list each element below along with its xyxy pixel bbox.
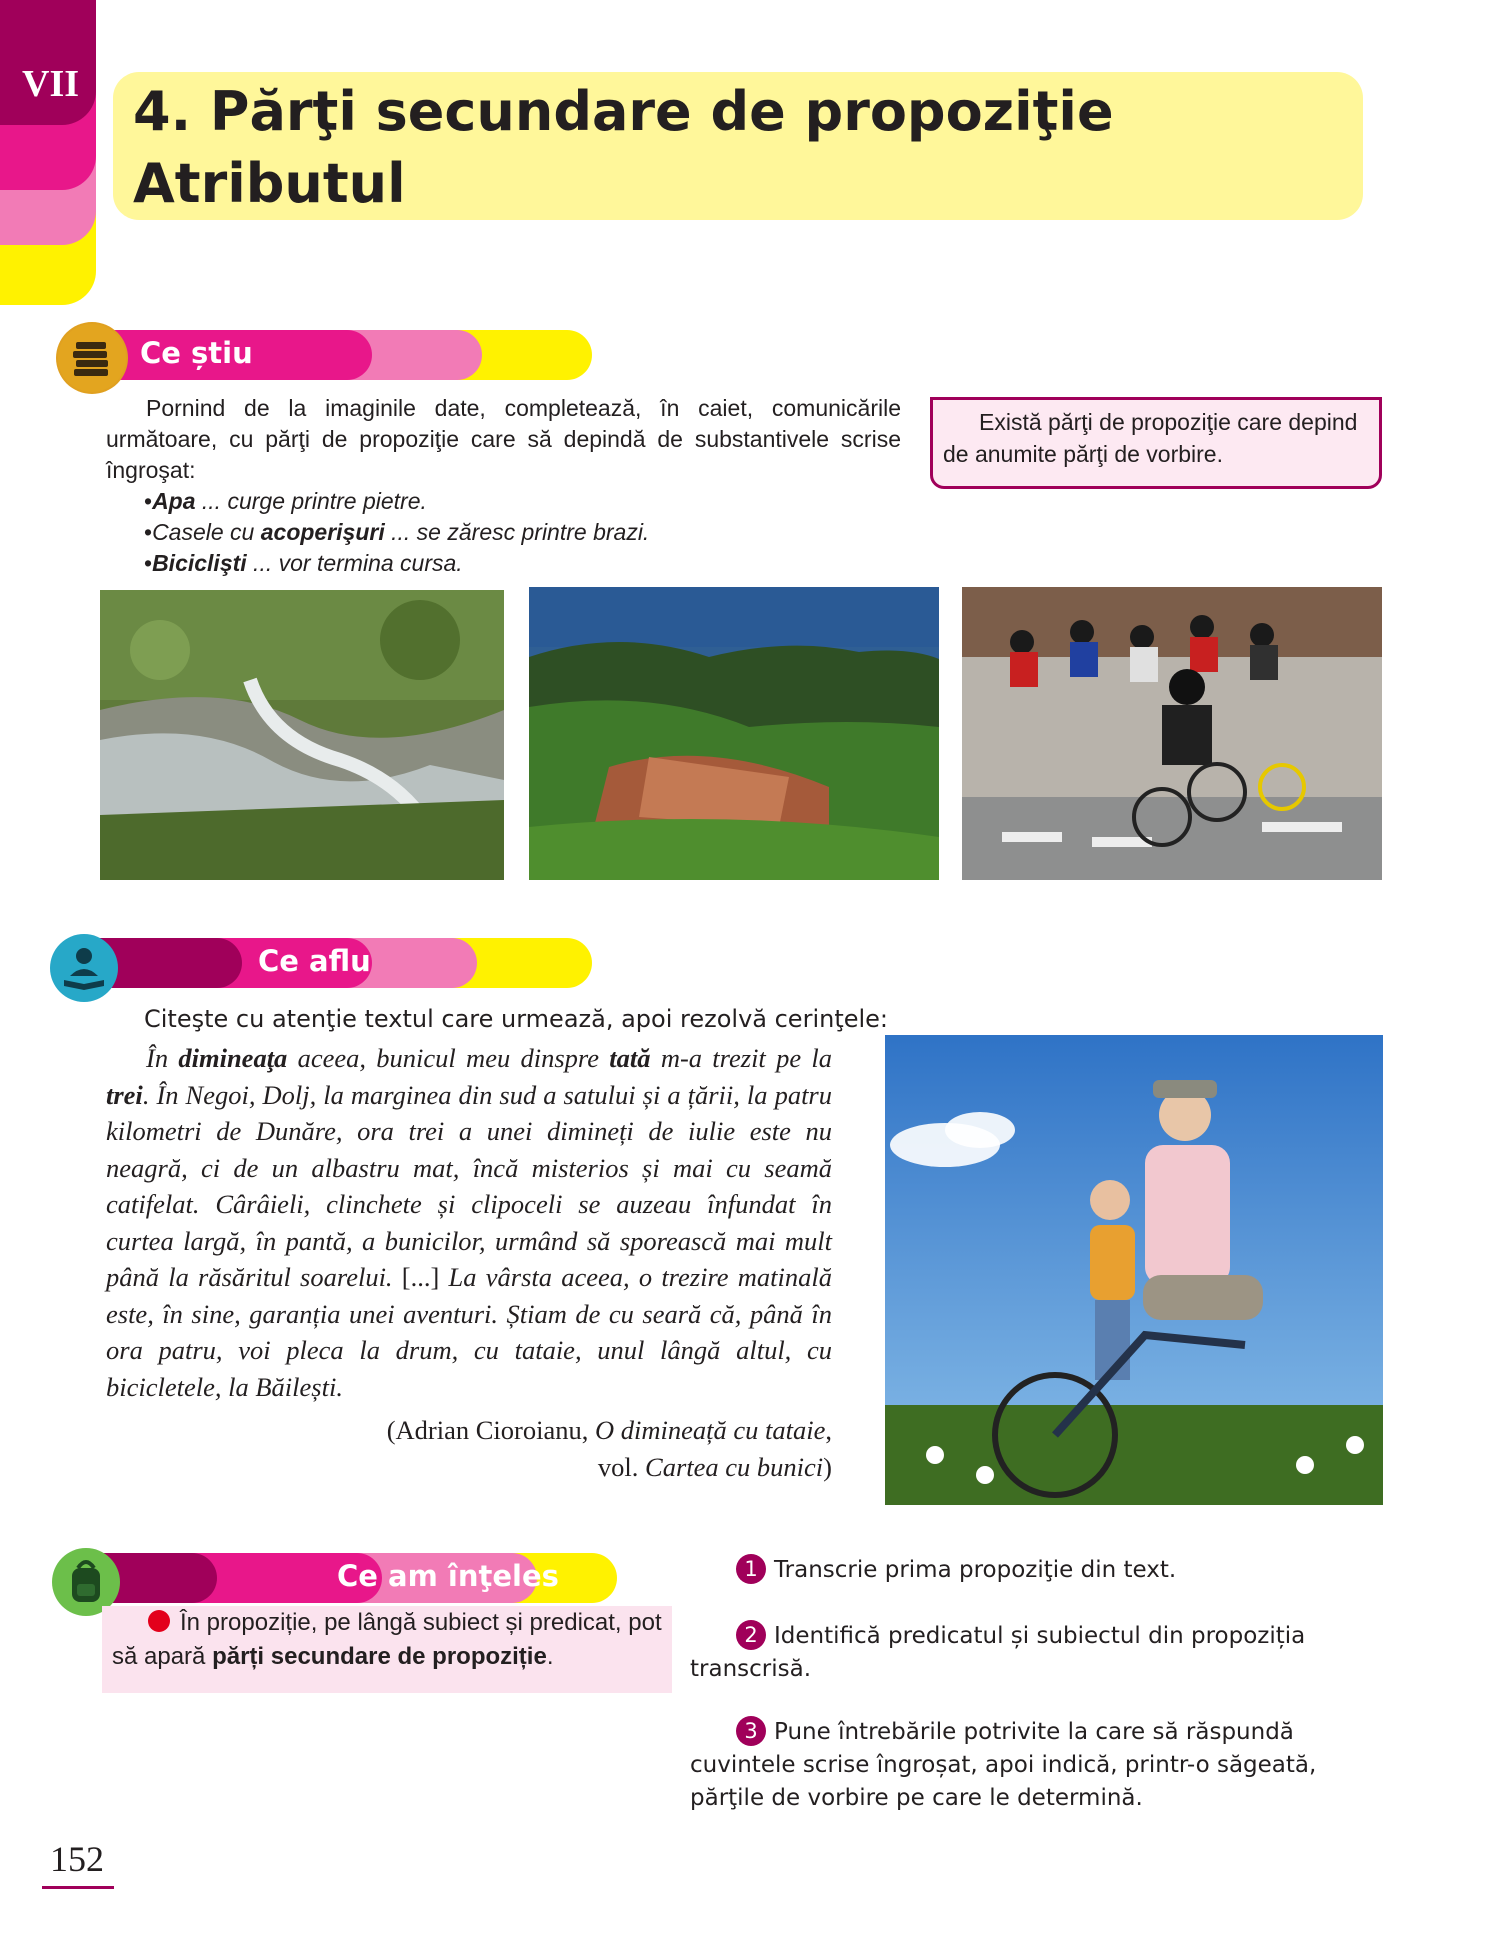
- ce-aflu-intro: Citeşte cu atenţie textul care urmează, apoi rezolvă cerinţele:: [144, 1005, 889, 1033]
- ce-stiu-text: [106, 393, 901, 579]
- note-line-2: de anumite părţi de vorbire.: [943, 441, 1223, 467]
- reader-icon: [48, 932, 120, 1004]
- photo-village: [529, 587, 939, 880]
- ce-stiu-intro: Pornind de la imaginile date, completează, în caiet, comunicările următoare, cu părţi de propoziţie care să depindă de substantivele scrise îngroşat:: [106, 395, 901, 483]
- task-1: 1 Transcrie prima propoziţie din text.: [690, 1554, 1380, 1587]
- section-label: Ce știu: [140, 336, 253, 370]
- red-dot-icon: [148, 1610, 170, 1632]
- list-item: • Biciclişti ... vor termina cursa.: [144, 548, 901, 579]
- story-text: În dimineaţa aceea, bunicul meu dinspre tată m-a trezit pe la trei. În Negoi, Dolj, la marginea din sud a satului și a țării, la patru kilometri de Dunăre, ora trei a unei dimineți de iulie este nu neagră, ci de un albastru mat, încă misterios și mai cu seamă catifelat. Cârâieli, clinchete și clipoceli se auzeau înfundat în curtea largă, în pantă, a bunicilor, urmând să sporească mai mult până la răsăritul soarelui. [...] La vârsta aceea, o trezire matinală este, în sine, garanția unei aventuri. Știam de cu seară că, până în ora patru, voi pleca la drum, cu tataie, unul lângă altul, cu bicicletele, la Băilești.: [106, 1043, 832, 1402]
- section-label: Ce aflu: [258, 944, 371, 978]
- section-header-ce-stiu: [92, 330, 592, 380]
- page-title: 4. Părţi secundare de propoziţie: [133, 80, 1114, 143]
- list-item: • Apa ... curge printre pietre.: [144, 486, 901, 517]
- note-line-1: Există părţi de propoziţie care depind: [979, 409, 1358, 435]
- chapter-number: VII: [22, 63, 80, 105]
- task-2: 2 Identifică predicatul și subiectul din propoziția transcrisă.: [690, 1620, 1380, 1686]
- section-label: Ce am înţeles: [337, 1559, 559, 1593]
- photo-stream: [100, 590, 504, 880]
- chapter-tab: [0, 0, 100, 305]
- page-number: 152: [50, 1839, 104, 1879]
- inteles-text: În propoziție, pe lângă subiect și predicat, pot să apară părți secundare de propoziție.: [112, 1609, 662, 1670]
- story-source: (Adrian Cioroianu, O dimineață cu tataie, vol. Cartea cu bunici): [386, 1415, 832, 1482]
- ce-stiu-bullets: [106, 486, 901, 579]
- books-icon: [56, 322, 128, 394]
- task-3: 3 Pune întrebările potrivite la care să răspundă cuvintele scrise îngroșat, apoi indică, printr-o săgeată, părţile de vorbire pe care le determină.: [690, 1716, 1380, 1815]
- section-header-ce-am-inteles: [92, 1553, 617, 1603]
- page-subtitle: Atributul: [133, 152, 406, 215]
- photo-cyclists: [962, 587, 1382, 880]
- section-header-ce-aflu: [92, 938, 592, 988]
- note-box: [930, 397, 1382, 489]
- photo-grandfather-bicycle: [885, 1035, 1383, 1505]
- list-item: • Casele cu acoperişuri ... se zăresc printre brazi.: [144, 517, 901, 548]
- page-number-rule: [42, 1886, 114, 1889]
